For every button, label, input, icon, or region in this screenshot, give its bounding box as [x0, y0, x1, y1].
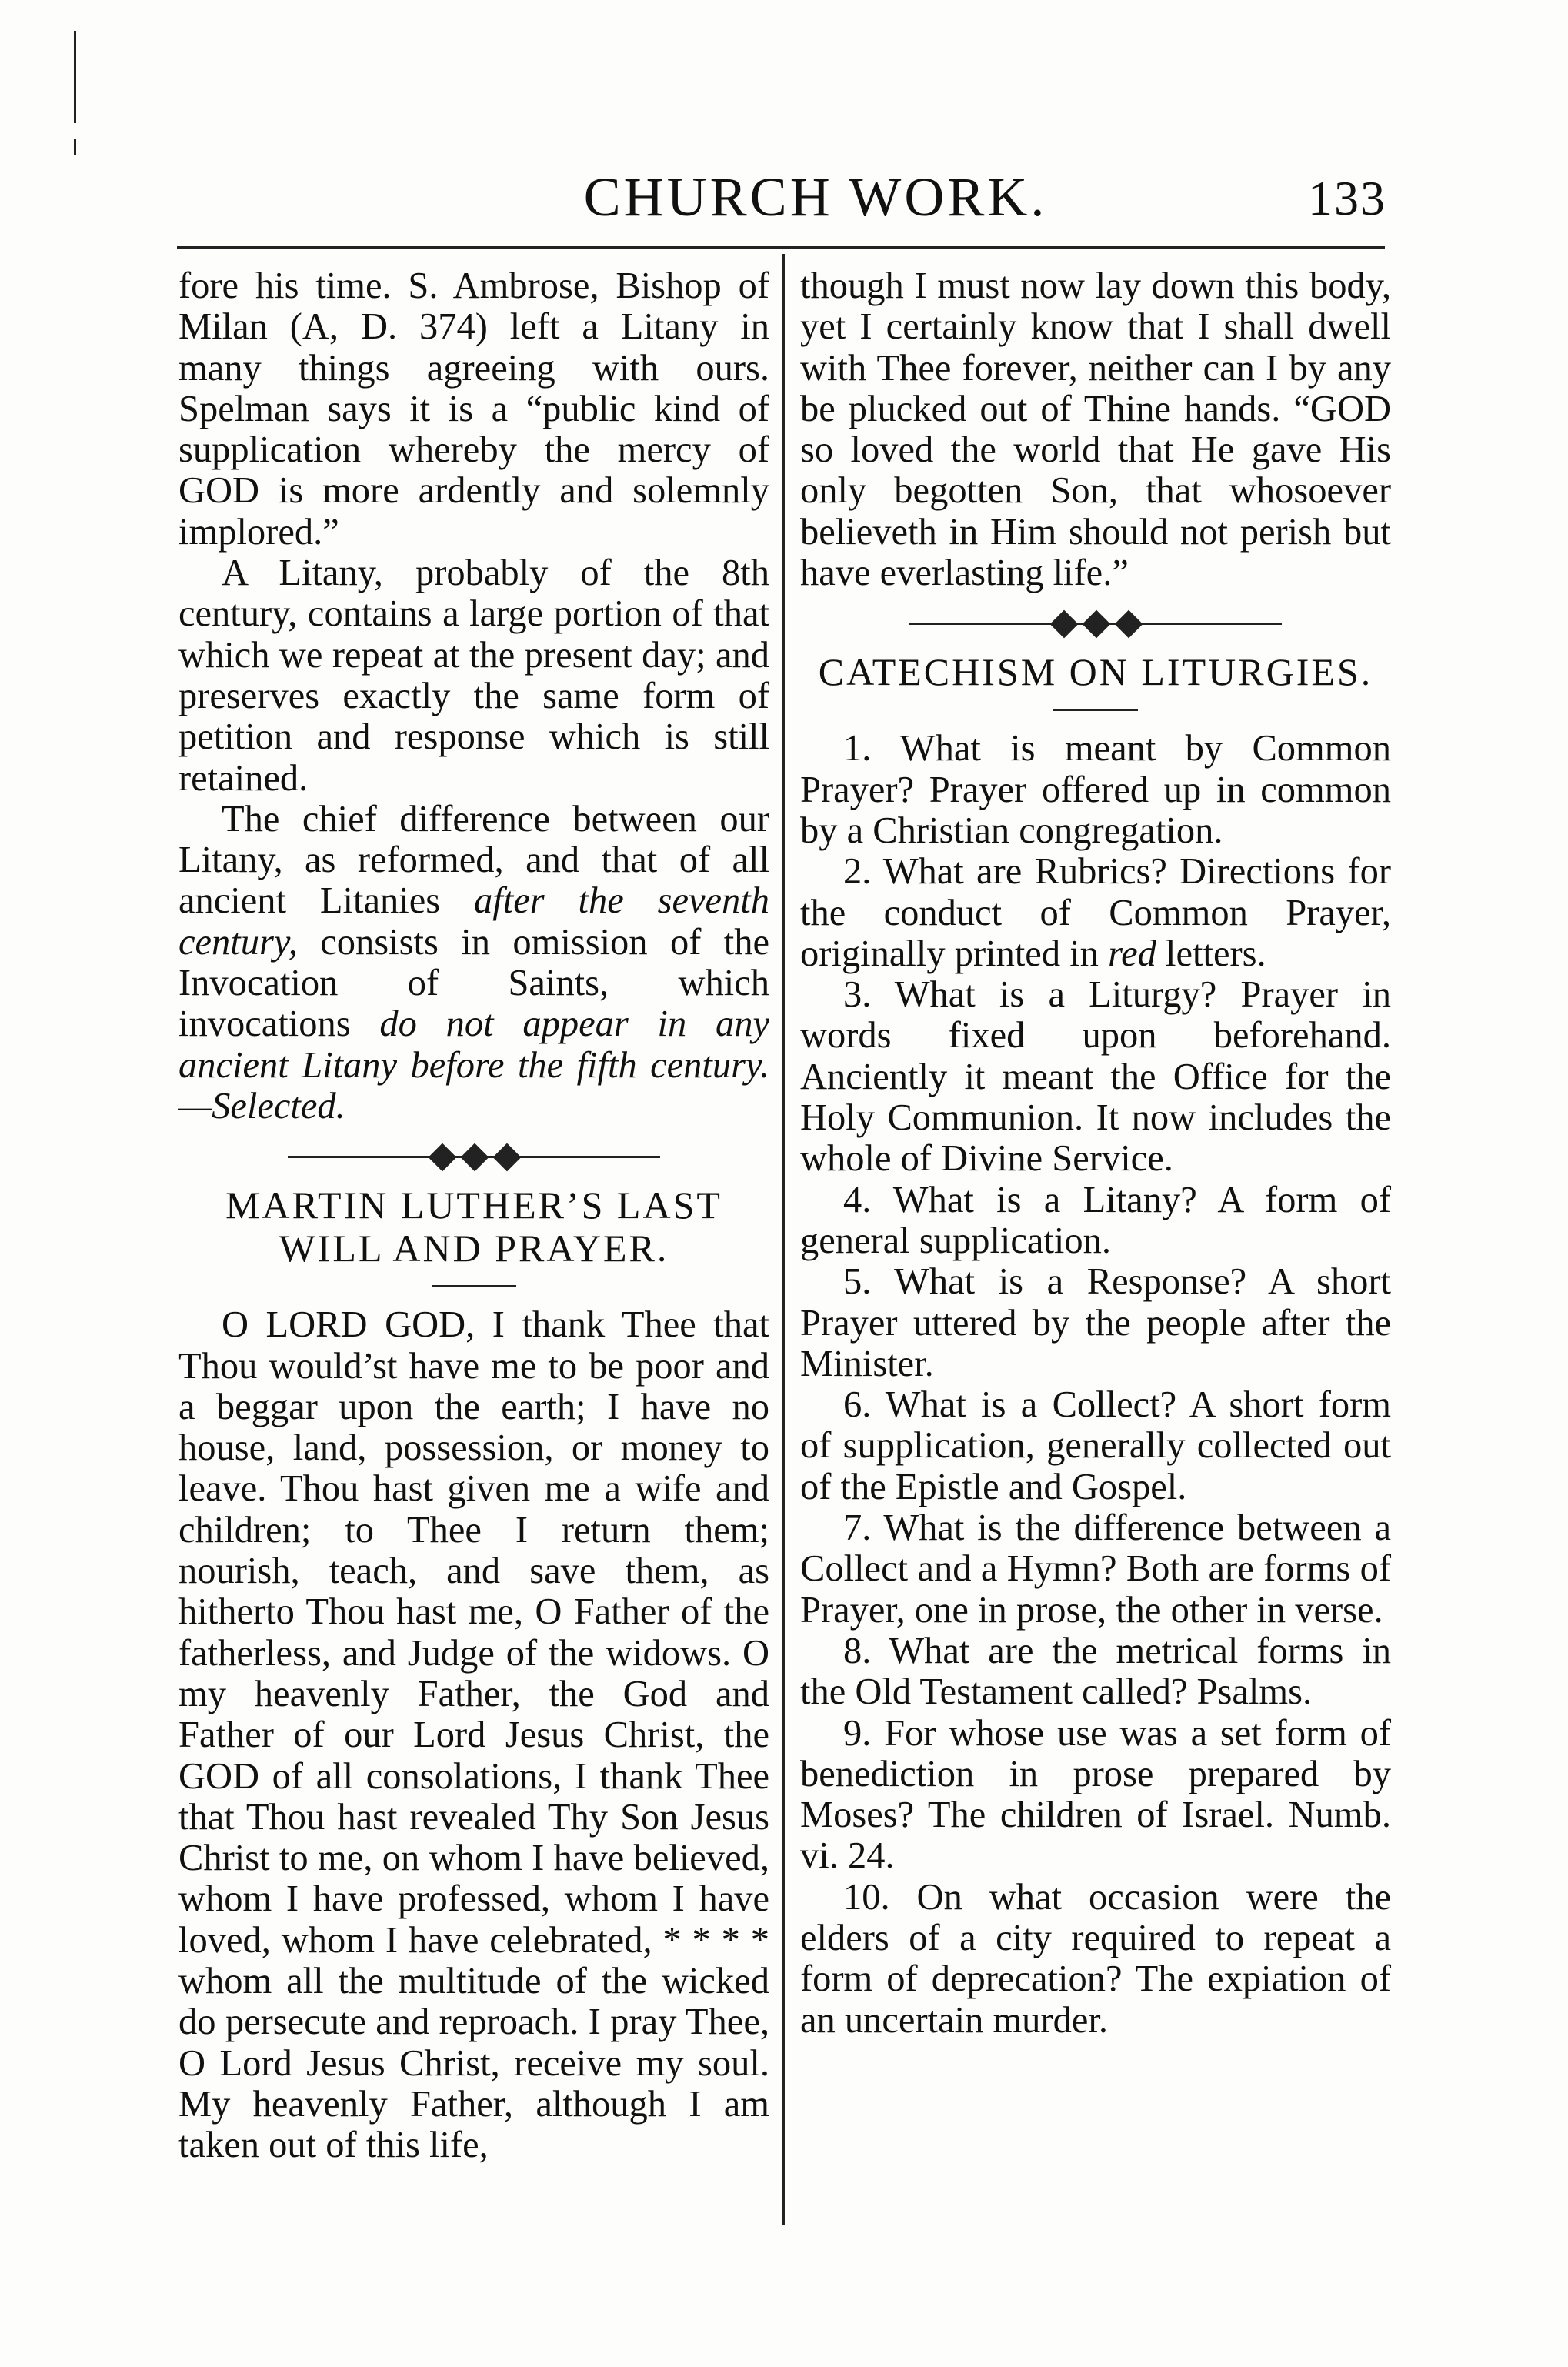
page-number: 133 [1308, 171, 1386, 225]
catechism-item: 3. What is a Liturgy? Prayer in words fixed upon beforehand. Anciently it meant the Office for the Holy Communion. It now includes the whole of Divine Service. [800, 974, 1391, 1180]
catechism-item [800, 851, 1391, 974]
paragraph: fore his time. S. Ambrose, Bishop of Milan (A, D. 374) left a Litany in many things agreeing with ours. Spelman says it is a “public kind of supplication whereby the mercy of GOD is more ardently and solemnly implored.” [178, 265, 769, 553]
heading-line: MARTIN LUTHER’S LAST [225, 1184, 722, 1227]
catechism-item: 9. For whose use was a set form of benediction in prose prepared by Moses? The children of Israel. Numb. vi. 24. [800, 1712, 1391, 1877]
margin-mark [74, 139, 76, 155]
header-rule [177, 246, 1385, 249]
ornament-divider [178, 1137, 769, 1176]
catechism-item: 5. What is a Response? A short Prayer uttered by the people after the Minister. [800, 1261, 1391, 1384]
heading-line: WILL AND PRAYER. [279, 1227, 669, 1270]
ornament-divider [800, 604, 1391, 643]
section-heading: CATECHISM ON LITURGIES. [818, 650, 1373, 694]
short-rule [432, 1285, 516, 1287]
paragraph: A Litany, probably of the 8th century, contains a large portion of that which we repeat at the present day; and preserves exactly the same form of petition and response which is still retained. [178, 553, 769, 799]
paragraph: though I must now lay down this body, yet I certainly know that I shall dwell with Thee forever, neither can I by any be plucked out of Thine hands. “GOD so loved the world that He gave His only begotten Son, that whosoever believeth in Him should not perish but have everlasting life.” [800, 265, 1391, 594]
catechism-text: 2. What are Rubrics? Directions for the conduct of Common Prayer, originally printed in [800, 851, 1391, 974]
page-header [0, 165, 1568, 235]
catechism-item: 4. What is a Litany? A form of general supplication. [800, 1179, 1391, 1261]
left-column [178, 265, 769, 2165]
short-rule [1053, 709, 1138, 711]
column-divider [782, 254, 785, 2225]
catechism-item: 10. On what occasion were the elders of a city required to repeat a form of deprecation? The expiation of an uncertain murder. [800, 1876, 1391, 2041]
catechism-text: letters. [1166, 933, 1266, 974]
running-title: CHURCH WORK. [583, 166, 1048, 228]
right-column [800, 265, 1391, 2041]
catechism-item: 8. What are the metrical forms in the Old Testament called? Psalms. [800, 1630, 1391, 1713]
paragraph-text: consists in omission of the Invocation of Saints, which invocations [178, 921, 769, 1045]
catechism-item: 1. What is meant by Common Prayer? Prayer offered up in common by a Christian congregation. [800, 728, 1391, 851]
italic-text: after the seventh century, [178, 880, 770, 963]
catechism-item: 6. What is a Collect? A short form of supplication, generally collected out of the Epistle and Gospel. [800, 1384, 1391, 1507]
section-heading [178, 1184, 769, 1270]
prayer-paragraph: O LORD GOD, I thank Thee that Thou would’st have me to be poor and a beggar upon the earth; I have no house, land, possession, or money to leave. Thou hast given me a wife and children; to Thee I return them; nourish, teach, and save them, as hitherto Thou hast me, O Father of the fatherless, and Judge of the widows. O my heavenly Father, the God and Father of our Lord Jesus Christ, the GOD of all consolations, I thank Thee that Thou hast revealed Thy Son Jesus Christ to me, on whom I have believed, whom I have professed, whom I have loved, whom I have celebrated, * * * * whom all the multitude of the wicked do persecute and reproach. I pray Thee, O Lord Jesus Christ, receive my soul. My heavenly Father, although I am taken out of this life, [178, 1304, 769, 2166]
paragraph [178, 799, 769, 1127]
italic-text: do not appear in any ancient Litany before the fifth century.—Selected. [178, 1003, 769, 1127]
italic-text: red [1108, 933, 1156, 974]
catechism-item: 7. What is the difference between a Collect and a Hymn? Both are forms of Prayer, one in prose, the other in verse. [800, 1507, 1391, 1631]
margin-rule [74, 31, 76, 123]
paragraph-text: The chief difference between our Litany, as reformed, and that of all ancient Litanies [178, 798, 769, 922]
